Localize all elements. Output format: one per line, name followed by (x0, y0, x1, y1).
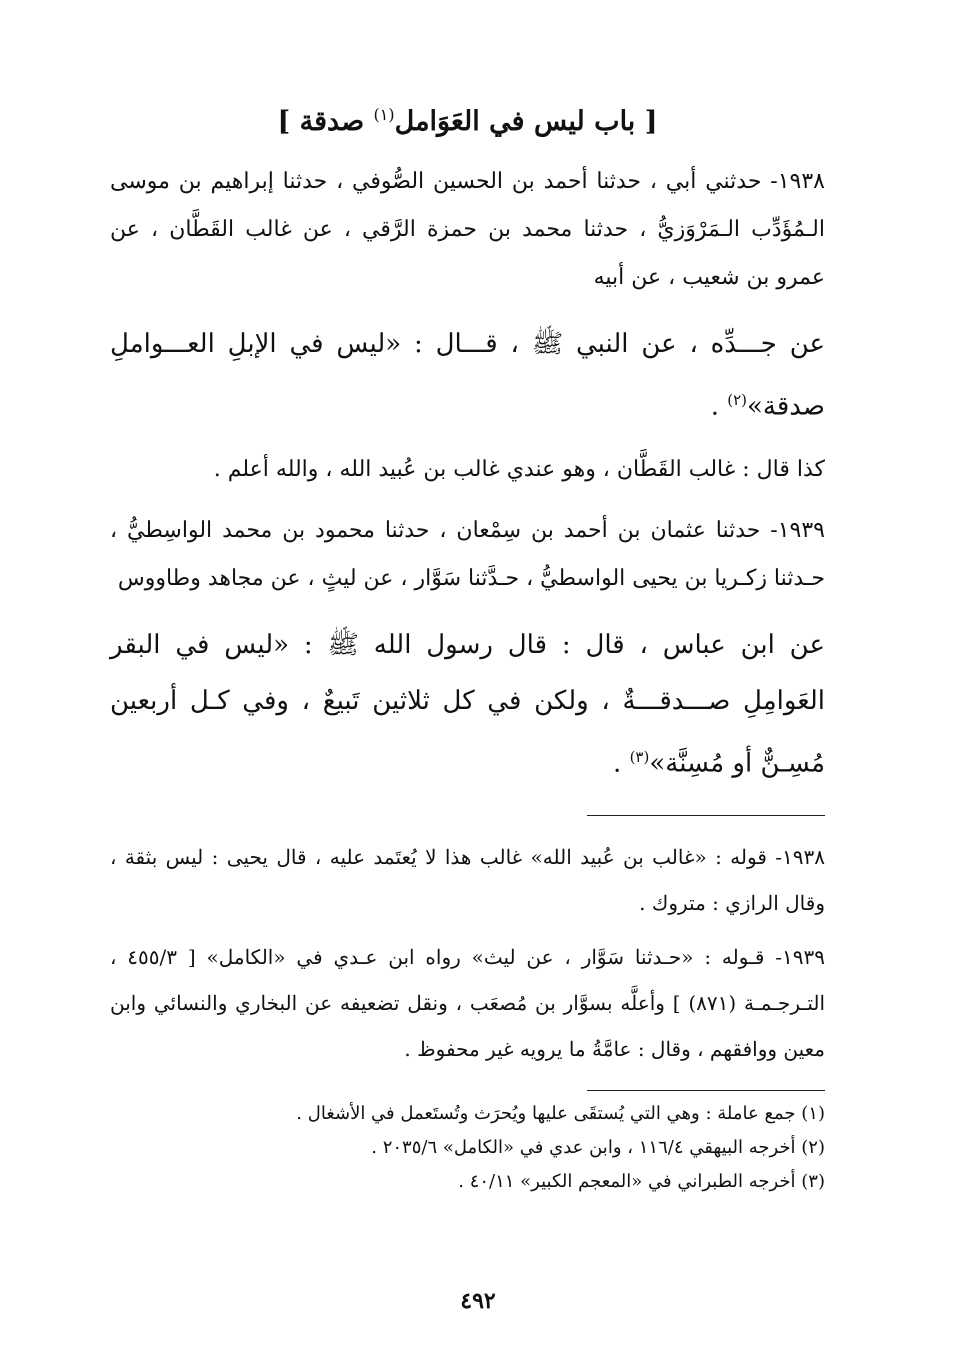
chapter-title (110, 95, 825, 142)
hadith-1938-isnad: ١٩٣٨- حدثني أبي ، حدثنا أحمد بن الحسين الصُّوفي ، حدثنا إبراهيم بن موسى الـمُؤَدِّب الـمَرْوَزيُّ ، حدثنا محمد بن حمزة الرَّقي ، عن غالب القَطَّان ، عن عمرو بن شعيب ، عن أبيه (110, 169, 825, 290)
chapter-title-text: [ باب ليس في العَوَامل (394, 106, 658, 137)
hadith-1939-matn-end: . (613, 748, 630, 779)
note-1938: ١٩٣٨- قوله : «غالب بن عُبيد الله» غالب هذا لا يُعتَمد عليه ، قال يحيى : ليس بثقة ، وقال الرازي : متروك . (110, 845, 825, 916)
hadith-1938-comment: كذا قال : غالب القَطَّان ، وهو عندي غالب بن عُبيد الله ، والله أعلم . (213, 456, 825, 482)
hadith-1938-footnote-ref: (٢) (727, 391, 747, 409)
hadith-1939-isnad: ١٩٣٩- حدثنا عثمان بن أحمد بن سِمْعان ، حدثنا محمود بن محمد الواسِطيُّ ، حـدثنا زكـريا بن يحيى الواسطيُّ ، حـدَّثنا سَوَّار ، عن ليثٍ ، عن مجاهد وطاووس (110, 517, 825, 591)
chapter-title-end: صدقة ] (277, 106, 374, 137)
footnote-2: (٢) أخرجه البيهقي ١١٦/٤ ، وابن عدي في «الكامل» ٢٠٣٥/٦ . (371, 1137, 825, 1159)
hadith-1938-matn-text: عن جـــدِّه ، عن النبي ﷺ ، قـــال : «ليس في الإبلِ العـــواملِ صدقة» (110, 329, 825, 422)
hadith-1939-matn (110, 617, 825, 792)
page-body (110, 95, 825, 1199)
notes-separator (587, 815, 825, 816)
footnotes-separator (587, 1090, 825, 1091)
hadith-1938-matn (110, 316, 825, 435)
hadith-1938-matn-end: . (710, 391, 728, 422)
note-1939: ١٩٣٩- قـوله : «حـدثنا سَوَّار ، عن ليث» رواه ابن عـدي في «الكامل» [ ٤٥٥/٣ ، التـرجـمـة (٨٧١) ] وأعلَّه بسوَّار بن مُصعَب ، ونقل تضعيفه عن البخاري والنسائي وابن معين ووافقهم ، وقال : عامَّةُ ما يرويه غير محفوظ . (110, 945, 826, 1062)
footnote-1: (١) جمع عاملة : وهي التي يُستقَى عليها ويُحرَث وتُستَعمل في الأشغال . (296, 1103, 825, 1125)
footnote-3: (٣) أخرجه الطبراني في «المعجم الكبير» ٤٠/١١ . (458, 1171, 825, 1193)
hadith-1939-matn-text: عن ابن عباس ، قال : قال رسول الله ﷺ : «ليس في البقر العَوامِلِ صـــدقـــةٌ ، ولكن في كل ثلاثين تَبيعٌ ، وفي كـل أربعين مُسِـنٌّ أو مُسِنَّة» (110, 629, 825, 779)
page-number: ٤٩٢ (460, 1288, 496, 1314)
chapter-title-footnote-ref: (١) (373, 105, 395, 124)
hadith-1939-footnote-ref: (٣) (629, 747, 650, 766)
